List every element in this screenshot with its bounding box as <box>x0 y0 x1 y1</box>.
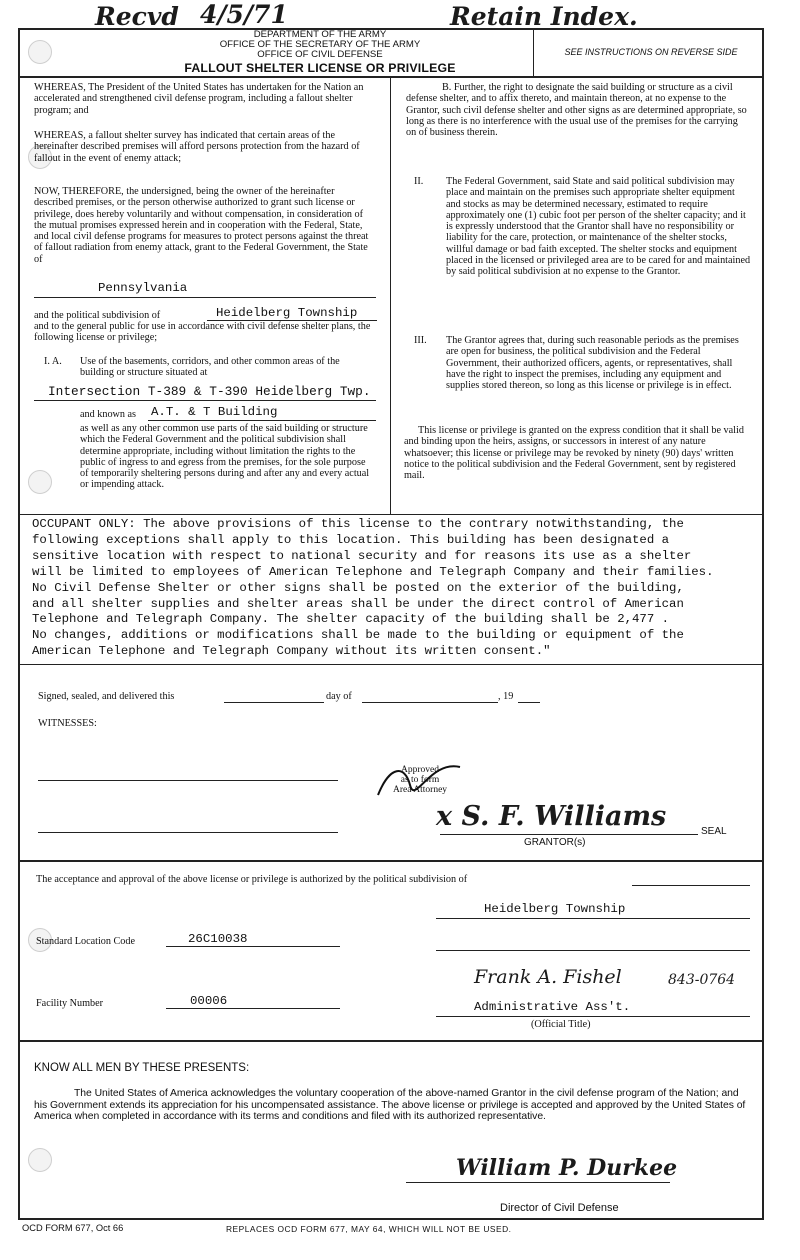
handwritten-retain-index: Retain Index. <box>450 2 638 31</box>
known-as-value: A.T. & T Building <box>151 405 278 419</box>
occupant-line: OCCUPANT ONLY: The above provisions of this license to the contrary notwithstanding, the <box>32 517 684 531</box>
stamp-line: as to form <box>400 775 440 785</box>
state-line <box>34 297 376 298</box>
grantor-label: GRANTOR(s) <box>524 837 586 848</box>
form-title: FALLOUT SHELTER LICENSE OR PRIVILEGE <box>184 61 456 75</box>
director-label: Director of Civil Defense <box>500 1202 619 1214</box>
know-all-heading: KNOW ALL MEN BY THESE PRESENTS: <box>34 1062 250 1074</box>
header-dept <box>120 30 520 60</box>
header-divider <box>533 28 534 76</box>
clause-iii: The Grantor agrees that, during such reasonable periods as the premises are open for business, the political subdivision and the Federal Government, their authorized officers, agents, or representatives, shall have the right to inspect the premises, including any equipment and supplies stored thereon, so long as this license or privilege is in effect. <box>446 335 739 392</box>
subdivision-suffix: and to the general public for use in accordance with civil defense shelter plans, the following license or privilege; <box>34 321 371 344</box>
header-rule <box>18 76 764 78</box>
acceptance-subdivision-line <box>436 918 750 919</box>
now-therefore: NOW, THEREFORE, the undersigned, being the owner of the hereinafter described premises, or the person otherwise authorized to grant such license or privilege, does hereby voluntarily and without compensation, in consideration of the mutual promises expressed herein and in cooperation with the Federal, State, and local civil defense programs for measures to protect persons against the threat of fallout radiation from enemy attack, grant to the Federal Government, the State of <box>34 186 369 265</box>
witness-line-1 <box>38 780 338 781</box>
known-as-rest: as well as any other common use parts of the said building or structure which the Federal Government and the political subdivision shall determine appropriate, including without limitation the rights to the public of ingress to and egress from the premises, for the sole purpose of temporarily sheltering persons during and after any and every actual or impending attack. <box>80 423 370 491</box>
ia-text: Use of the basements, corridors, and other common areas of the building or structure situated at <box>80 356 340 379</box>
month-line <box>362 702 498 703</box>
occupant-line: American Telephone and Telegraph Company without its written consent." <box>32 644 551 659</box>
header-line1: DEPARTMENT OF THE ARMY <box>253 29 387 40</box>
signed-day-line <box>224 702 324 703</box>
occupant-line: sensitive location with respect to national security and for reasons its use as a shelter <box>32 548 692 563</box>
acceptance-subdivision: Heidelberg Township <box>484 902 626 916</box>
occupant-line: Telephone and Telegraph Company. The shelter capacity of the building shall be 2,477 . <box>32 612 670 627</box>
clause-ii-label: II. <box>414 176 424 187</box>
replaces-note: REPLACES OCD FORM 677, MAY 64, WHICH WILL NOT BE USED. <box>226 1224 512 1234</box>
know-all-rule <box>18 1040 764 1042</box>
form-number: OCD FORM 677, Oct 66 <box>22 1223 124 1233</box>
known-as-prefix: and known as <box>80 409 137 420</box>
whereas-2: WHEREAS, a fallout shelter survey has indicated that certain areas of the hereinafter described premises will afford persons protection from the hazard of fallout in the event of enemy attack; <box>34 130 360 164</box>
location-line <box>34 400 376 401</box>
grantor-signature: x S. F. Williams <box>436 801 667 832</box>
slc-label: Standard Location Code <box>36 936 136 947</box>
stamp-line: Approved <box>401 765 439 775</box>
clause-ii: The Federal Government, said State and said political subdivision may place and maintain on the premises such appropriate shelter equipment and stocks as may be determined necessary, estimated to require approximately one (1) cubic foot per person of the shelter capacity; and it is expressly understood that the Grantor shall have no responsibility or liability for the care, protection, or maintenance of the shelter stocks, willful damage or bad faith excepted. The shelter stocks and equipment placed in the licensed or privileged area are to be cared for and maintained by said political subdivision at no expense to the Grantor. <box>446 176 751 278</box>
director-line <box>406 1182 670 1183</box>
handwritten-recvd: Recvd <box>95 2 179 31</box>
seal-label: SEAL <box>701 826 727 837</box>
stamp-initials <box>370 755 470 805</box>
known-as-line <box>148 420 376 421</box>
occupant-line: will be limited to employees of American Telephone and Telegraph Company and their families. <box>32 564 714 579</box>
facility-label: Facility Number <box>36 998 104 1009</box>
year-text: , 19 <box>498 691 514 702</box>
witnesses-label: WITNESSES: <box>38 718 97 729</box>
stamp-line: Area Attorney <box>392 785 448 795</box>
acceptance-rule <box>18 860 764 862</box>
witness-line-2 <box>38 832 338 833</box>
acceptance-text: The acceptance and approval of the above license or privilege is authorized by the political subdivision of <box>36 874 468 885</box>
official-phone: 843-0764 <box>668 972 736 988</box>
slc-line <box>166 946 340 947</box>
official-title-value: Administrative Ass't. <box>474 1000 631 1014</box>
subdivision-value: Heidelberg Township <box>216 306 358 320</box>
signed-text: Signed, sealed, and delivered this <box>38 691 175 702</box>
column-divider <box>390 76 391 514</box>
acceptance-blank-line <box>436 950 750 951</box>
slc-value: 26C10038 <box>188 932 248 946</box>
occupant-line: following exceptions shall apply to this location. This building has been designated a <box>32 532 670 547</box>
occupant-block <box>32 517 762 660</box>
state-value: Pennsylvania <box>98 281 188 295</box>
occupant-line: and all shelter supplies and shelter areas shall be under the direct control of American <box>32 596 684 611</box>
official-title-line <box>436 1016 750 1017</box>
facility-value: 00006 <box>190 994 228 1008</box>
day-of-text: day of <box>326 691 352 702</box>
handwritten-date: 4/5/71 <box>200 0 288 29</box>
occupant-bottom-rule <box>18 664 764 665</box>
location-value: Intersection T-389 & T-390 Heidelberg Twp. <box>48 384 371 399</box>
facility-line <box>166 1008 340 1009</box>
know-all-text: The United States of America acknowledges the voluntary cooperation of the above-named Grantor in the civil defense program of the Nation; and his Government extends its appreciation for his uncompensated assistance. The above license or privilege is accepted and approved by the United States of America when completed in accordance with its terms and conditions and filed with its authorized representative. <box>34 1088 746 1123</box>
clause-b: B. Further, the right to designate the said building or structure as a civil defense shelter, and to affix thereto, and maintain thereon, at no expense to the Grantor, such civil defense shelter and other signs as are determined appropriate, so long as there is no interference with the usual use of the premises for the carrying on of business therein. <box>406 82 747 139</box>
see-instructions: SEE INSTRUCTIONS ON REVERSE SIDE <box>564 47 738 57</box>
grantor-line <box>440 834 698 835</box>
whereas-1: WHEREAS, The President of the United States has undertaken for the Nation an accelerated and strengthened civil defense program, including a fallout shelter program; and <box>34 82 364 116</box>
director-signature: William P. Durkee <box>456 1155 678 1181</box>
closing-condition: This license or privilege is granted on the express condition that it shall be valid and binding upon the heirs, assigns, or successors in interest of any nature whatsoever; this license or privilege may be revoked by ninety (90) days' written notice to the political subdivision and the Federal Government, sent by registered mail. <box>404 425 744 482</box>
year-line <box>518 702 540 703</box>
ia-label: I. A. <box>44 356 62 367</box>
occupant-top-rule <box>18 514 764 515</box>
official-title-label: (Official Title) <box>531 1019 591 1030</box>
header-line3: OFFICE OF CIVIL DEFENSE <box>257 49 383 60</box>
occupant-line: No changes, additions or modifications shall be made to the building or equipment of the <box>32 628 684 643</box>
header-line2: OFFICE OF THE SECRETARY OF THE ARMY <box>219 39 421 50</box>
subdivision-prefix: and the political subdivision of <box>34 310 161 321</box>
official-signature: Frank A. Fishel <box>474 966 622 988</box>
acceptance-line <box>632 885 750 886</box>
clause-iii-label: III. <box>414 335 427 346</box>
occupant-line: No Civil Defense Shelter or other signs shall be posted on the exterior of the building, <box>32 580 684 595</box>
